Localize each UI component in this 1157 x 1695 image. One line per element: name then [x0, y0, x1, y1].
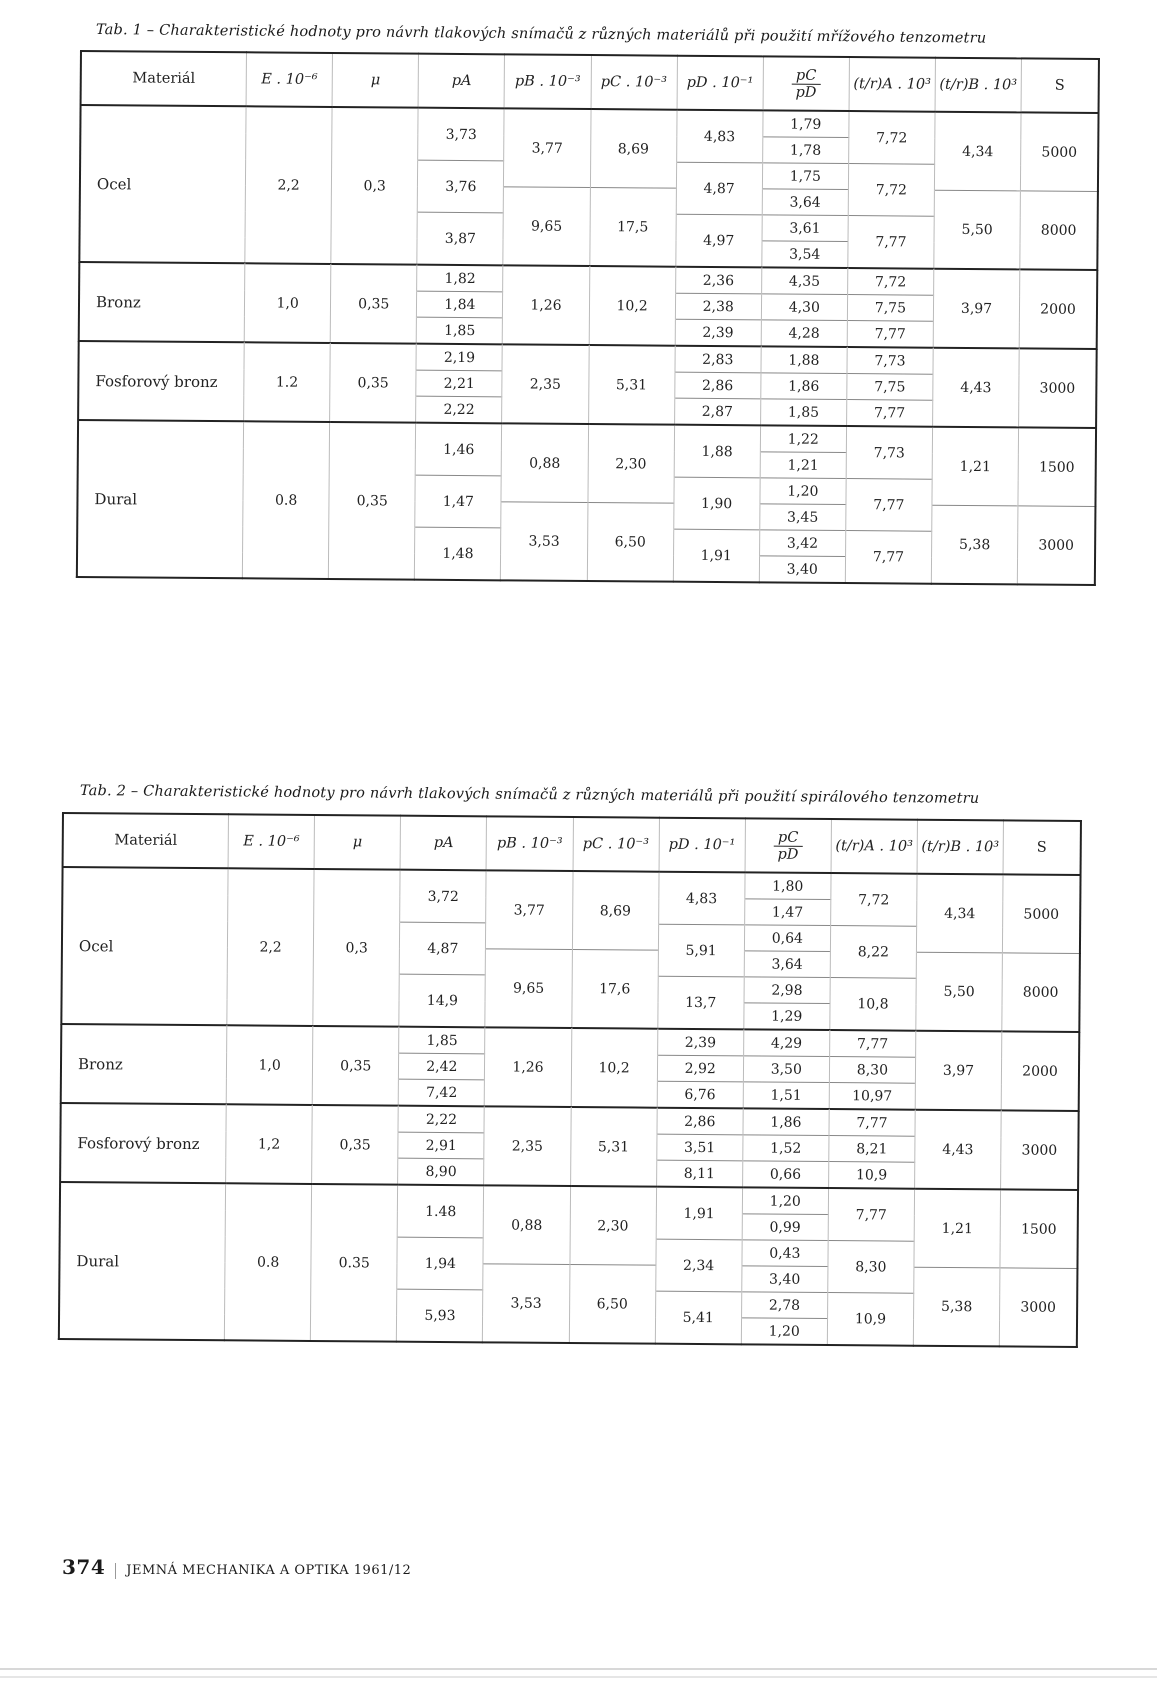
tr-b-value: 4,43 — [915, 1110, 1002, 1190]
ratio-numerator: pC — [792, 67, 821, 84]
pd-value: 3,51 — [656, 1134, 742, 1161]
header-pd-label: pD . 10⁻¹ — [686, 74, 754, 92]
header-tr-a — [831, 819, 918, 874]
pa-value: 2,21 — [416, 370, 502, 397]
header-material — [63, 813, 229, 868]
s-value: 3000 — [1017, 506, 1095, 585]
tr-b-value: 4,43 — [933, 348, 1020, 428]
pa-value: 3,87 — [417, 212, 504, 265]
material-name: Bronz — [61, 1024, 227, 1104]
poisson-value: 0,3 — [331, 107, 418, 265]
pd-value: 1,91 — [673, 529, 760, 582]
header-tr-b — [935, 58, 1022, 113]
material-name: Ocel — [79, 105, 246, 263]
pc-value: 6,50 — [569, 1264, 656, 1343]
header-e-modulus-label: E . 10⁻⁶ — [243, 833, 300, 850]
pd-value: 2,34 — [655, 1239, 742, 1292]
tr-b-value: 5,38 — [913, 1267, 1000, 1346]
material-name: Dural — [59, 1182, 226, 1340]
e-modulus-value: 1,0 — [226, 1025, 313, 1105]
tr-a-value: 7,77 — [828, 1188, 915, 1241]
ratio-value: 1,29 — [744, 1003, 830, 1030]
header-pc — [573, 817, 660, 872]
ratio-value: 1,47 — [744, 899, 830, 926]
ratio-value: 1,86 — [761, 373, 847, 400]
tr-a-value: 10,8 — [830, 978, 917, 1031]
journal-name: JEMNÁ MECHANIKA A OPTIKA 1961/12 — [126, 1563, 412, 1578]
header-pb — [504, 54, 591, 109]
pd-value: 2,38 — [675, 293, 761, 320]
ratio-value: 0,64 — [744, 925, 830, 952]
pb-value: 2,35 — [502, 344, 589, 424]
table-1-wrapper — [76, 50, 1100, 586]
tr-a-value: 7,77 — [829, 1109, 915, 1136]
header-tr-a — [849, 57, 936, 112]
pd-value: 13,7 — [657, 976, 744, 1029]
pa-value: 3,73 — [418, 108, 505, 161]
pd-value: 1,88 — [674, 425, 761, 478]
pb-value: 9,65 — [485, 949, 572, 1028]
header-pa-label: pA — [433, 834, 454, 852]
header-pb-label: pB . 10⁻³ — [514, 73, 581, 90]
table-2-wrapper — [58, 812, 1082, 1348]
tr-a-value: 7,72 — [849, 111, 936, 164]
ratio-value: 1,75 — [762, 163, 848, 190]
e-modulus-value: 2,2 — [227, 868, 314, 1026]
pa-value: 1,85 — [399, 1027, 485, 1054]
ratio-value: 3,54 — [762, 241, 848, 268]
ratio-value: 0,99 — [742, 1214, 828, 1241]
tr-a-value: 7,72 — [848, 164, 935, 217]
ratio-value: 4,28 — [761, 320, 847, 347]
pa-value: 7,42 — [399, 1079, 485, 1106]
tr-b-value: 3,97 — [933, 269, 1020, 349]
s-value: 2000 — [1019, 269, 1097, 349]
tr-a-value: 7,77 — [848, 216, 935, 269]
ratio-value: 4,29 — [743, 1029, 829, 1056]
pd-value: 1,91 — [656, 1187, 743, 1240]
pb-value: 0,88 — [483, 1185, 570, 1264]
tr-a-value: 7,77 — [846, 400, 932, 427]
table-1 — [76, 50, 1100, 586]
ratio-value: 3,64 — [762, 189, 848, 216]
pc-value: 2,30 — [588, 424, 675, 503]
ratio-value: 0,66 — [742, 1161, 828, 1188]
pd-value: 2,39 — [675, 319, 761, 346]
e-modulus-value: 0.8 — [224, 1183, 311, 1341]
header-tr-a-label: (t/r)A . 10³ — [835, 838, 914, 855]
tr-b-value: 3,97 — [915, 1031, 1002, 1111]
pa-value: 1,48 — [415, 527, 502, 580]
pc-value: 17,6 — [571, 950, 658, 1029]
header-pd-label: pD . 10⁻¹ — [668, 836, 736, 854]
ratio-value: 3,45 — [760, 504, 846, 531]
e-modulus-value: 1.2 — [244, 342, 331, 422]
ratio-value: 1,78 — [762, 137, 848, 164]
tr-b-value: 1,21 — [914, 1189, 1001, 1268]
tr-a-value: 7,72 — [847, 268, 933, 295]
ratio-value: 3,64 — [744, 951, 830, 978]
ratio-value: 1,21 — [760, 452, 846, 479]
tr-a-value: 7,72 — [831, 873, 918, 926]
pd-value: 4,97 — [675, 214, 762, 267]
pc-value: 10,2 — [589, 266, 676, 346]
header-pa — [418, 54, 505, 109]
header-tr-a-label: (t/r)A . 10³ — [853, 76, 932, 93]
pa-value: 1,85 — [417, 317, 503, 344]
pb-value: 3,53 — [483, 1264, 570, 1343]
pc-value: 6,50 — [587, 502, 674, 581]
ratio-value: 2,98 — [744, 977, 830, 1004]
poisson-value: 0,35 — [330, 343, 417, 423]
tr-a-value: 10,97 — [829, 1083, 915, 1110]
header-s — [1021, 58, 1099, 113]
header-tr-b-label: (t/r)B . 10³ — [921, 838, 1000, 856]
header-poisson — [314, 815, 401, 870]
e-modulus-value: 2,2 — [245, 106, 332, 264]
pa-value: 4,87 — [400, 922, 487, 975]
pd-value: 4,83 — [676, 110, 763, 163]
footer-divider — [115, 1563, 116, 1579]
tr-b-value: 5,50 — [934, 190, 1021, 269]
ratio-value: 1,22 — [760, 425, 846, 452]
header-pd — [677, 56, 764, 111]
pa-value: 1,94 — [397, 1237, 484, 1290]
pa-value: 2,22 — [416, 396, 502, 423]
s-value: 5000 — [1021, 112, 1099, 191]
ratio-value: 3,61 — [762, 215, 848, 242]
tr-a-value: 10,9 — [828, 1162, 914, 1189]
pd-value: 2,86 — [674, 372, 760, 399]
tr-a-value: 8,22 — [830, 926, 917, 979]
header-material-label: Materiál — [132, 70, 196, 87]
pc-value: 17,5 — [589, 188, 676, 267]
ratio-numerator: pC — [774, 829, 803, 846]
pd-value: 5,91 — [658, 924, 745, 977]
scan-artifact-line — [0, 1668, 1157, 1670]
pb-value: 1,26 — [503, 265, 590, 345]
ratio-value: 1,51 — [743, 1082, 829, 1109]
tr-b-value: 4,34 — [916, 874, 1003, 953]
poisson-value: 0.35 — [311, 1184, 398, 1342]
pc-value: 5,31 — [570, 1107, 657, 1187]
tr-a-value: 7,75 — [847, 295, 933, 322]
header-pc-label: pC . 10⁻³ — [582, 836, 649, 853]
e-modulus-value: 1,2 — [226, 1104, 313, 1184]
material-name: Fosforový bronz — [78, 341, 244, 421]
header-pa — [400, 816, 487, 871]
e-modulus-value: 0.8 — [242, 421, 329, 579]
tr-a-value: 7,77 — [846, 479, 933, 532]
pd-value: 2,83 — [675, 346, 761, 373]
pa-value: 1,84 — [417, 291, 503, 318]
pa-value: 2,19 — [416, 344, 502, 371]
header-s-label: S — [1054, 77, 1065, 94]
scan-artifact-line — [0, 1676, 1157, 1678]
pb-value: 0,88 — [501, 423, 588, 502]
header-e-modulus-label: E . 10⁻⁶ — [261, 71, 318, 88]
pa-value: 8,90 — [398, 1158, 484, 1185]
tr-b-value: 5,50 — [916, 952, 1003, 1031]
tr-a-value: 10,9 — [827, 1293, 914, 1346]
tr-b-value: 5,38 — [931, 505, 1018, 584]
pb-value: 2,35 — [484, 1106, 571, 1186]
pb-value: 1,26 — [485, 1027, 572, 1107]
pa-value: 1,46 — [415, 423, 502, 476]
s-value: 3000 — [1019, 348, 1097, 428]
material-name: Dural — [77, 420, 244, 578]
tr-b-value: 4,34 — [934, 112, 1021, 191]
page-number: 374 — [62, 1555, 106, 1579]
ratio-value: 1,20 — [760, 478, 846, 505]
pd-value: 6,76 — [657, 1081, 743, 1108]
header-material — [81, 51, 247, 106]
pc-value: 8,69 — [572, 871, 659, 950]
material-name: Bronz — [79, 262, 245, 342]
tr-a-value: 7,73 — [847, 347, 933, 374]
ratio-value: 1,88 — [761, 346, 847, 373]
ratio-denominator: pD — [777, 846, 799, 863]
pd-value: 4,87 — [676, 162, 763, 215]
poisson-value: 0,35 — [312, 1026, 399, 1106]
header-ratio — [745, 818, 832, 873]
header-pa-label: pA — [451, 72, 472, 90]
pb-value: 3,77 — [486, 870, 573, 949]
tr-a-value: 7,77 — [847, 321, 933, 348]
table-2-caption: Tab. 2 – Charakteristické hodnoty pro návrh tlakových snímačů z různých materiálů při použití spirálového tenzometru — [79, 783, 980, 807]
pb-value: 3,53 — [501, 502, 588, 581]
pa-value: 3,72 — [400, 870, 487, 923]
pa-value: 1,82 — [417, 265, 503, 292]
poisson-value: 0,35 — [329, 422, 416, 580]
poisson-value: 0,35 — [330, 264, 417, 344]
s-value: 2000 — [1001, 1031, 1079, 1111]
pa-value: 5,93 — [397, 1289, 484, 1342]
pd-value: 2,87 — [674, 398, 760, 425]
table-2 — [58, 812, 1082, 1348]
s-value: 3000 — [999, 1268, 1077, 1347]
ratio-value: 1,85 — [760, 399, 846, 426]
ratio-value: 3,40 — [759, 556, 845, 583]
header-pd — [659, 818, 746, 873]
ratio-value: 4,30 — [761, 294, 847, 321]
s-value: 1500 — [1018, 427, 1096, 506]
header-s — [1003, 820, 1081, 875]
pd-value: 5,41 — [655, 1291, 742, 1344]
material-name: Fosforový bronz — [60, 1103, 226, 1183]
tr-a-value: 7,75 — [847, 374, 933, 401]
ratio-value: 3,40 — [742, 1266, 828, 1293]
ratio-value: 2,78 — [741, 1292, 827, 1319]
ratio-value: 1,80 — [745, 872, 831, 899]
header-e-modulus — [228, 814, 315, 869]
pc-value: 8,69 — [590, 109, 677, 188]
table-1-caption: Tab. 1 – Charakteristické hodnoty pro návrh tlakových snímačů z různých materiálů při použití mřížového tenzometru — [95, 22, 987, 47]
header-poisson-label: μ — [370, 72, 381, 89]
pd-value: 2,36 — [675, 267, 761, 294]
ratio-value: 1,20 — [741, 1318, 827, 1345]
pc-value: 10,2 — [571, 1028, 658, 1108]
pd-value: 2,92 — [657, 1055, 743, 1082]
header-poisson — [332, 53, 419, 108]
s-value: 3000 — [1001, 1110, 1079, 1190]
header-pc-label: pC . 10⁻³ — [600, 74, 667, 91]
header-ratio — [763, 56, 850, 111]
pb-value: 9,65 — [503, 187, 590, 266]
header-material-label: Materiál — [114, 832, 178, 849]
pa-value: 2,91 — [398, 1132, 484, 1159]
pb-value: 3,77 — [504, 108, 591, 187]
header-poisson-label: μ — [352, 834, 363, 851]
tr-a-value: 7,77 — [829, 1030, 915, 1057]
pa-value: 1,47 — [415, 475, 502, 528]
poisson-value: 0,3 — [313, 869, 400, 1027]
pc-value: 2,30 — [570, 1186, 657, 1265]
tr-a-value: 7,73 — [846, 426, 933, 479]
ratio-denominator: pD — [795, 84, 817, 101]
header-s-label: S — [1036, 839, 1047, 856]
tr-a-value: 7,77 — [845, 531, 932, 584]
s-value: 5000 — [1003, 874, 1081, 953]
pa-value: 14,9 — [399, 974, 486, 1027]
s-value: 1500 — [1000, 1189, 1078, 1268]
ratio-value: 4,35 — [761, 267, 847, 294]
material-name: Ocel — [61, 867, 228, 1025]
pa-value: 2,22 — [398, 1106, 484, 1133]
pd-value: 4,83 — [658, 872, 745, 925]
pd-value: 8,11 — [656, 1160, 742, 1187]
pc-value: 5,31 — [588, 345, 675, 425]
e-modulus-value: 1,0 — [244, 263, 331, 343]
tr-a-value: 8,21 — [829, 1136, 915, 1163]
ratio-value: 1,20 — [742, 1187, 828, 1214]
ratio-value: 3,50 — [743, 1056, 829, 1083]
s-value: 8000 — [1002, 953, 1080, 1032]
header-tr-b — [917, 820, 1004, 875]
page-footer — [62, 1555, 411, 1579]
ratio-value: 0,43 — [742, 1240, 828, 1267]
tr-b-value: 1,21 — [932, 427, 1019, 506]
pd-value: 2,39 — [657, 1029, 743, 1056]
header-pb — [486, 816, 573, 871]
pa-value: 2,42 — [399, 1053, 485, 1080]
header-e-modulus — [246, 52, 333, 107]
tr-a-value: 8,30 — [829, 1057, 915, 1084]
s-value: 8000 — [1020, 191, 1098, 270]
header-pb-label: pB . 10⁻³ — [496, 835, 563, 852]
pd-value: 2,86 — [657, 1108, 743, 1135]
pa-value: 1.48 — [397, 1185, 484, 1238]
pd-value: 1,90 — [673, 477, 760, 530]
tr-a-value: 8,30 — [828, 1241, 915, 1294]
ratio-value: 3,42 — [759, 530, 845, 557]
poisson-value: 0,35 — [312, 1105, 399, 1185]
ratio-value: 1,86 — [743, 1108, 829, 1135]
header-pc — [591, 55, 678, 110]
ratio-value: 1,79 — [763, 110, 849, 137]
ratio-value: 1,52 — [743, 1135, 829, 1162]
header-tr-b-label: (t/r)B . 10³ — [939, 76, 1018, 94]
pa-value: 3,76 — [418, 160, 505, 213]
